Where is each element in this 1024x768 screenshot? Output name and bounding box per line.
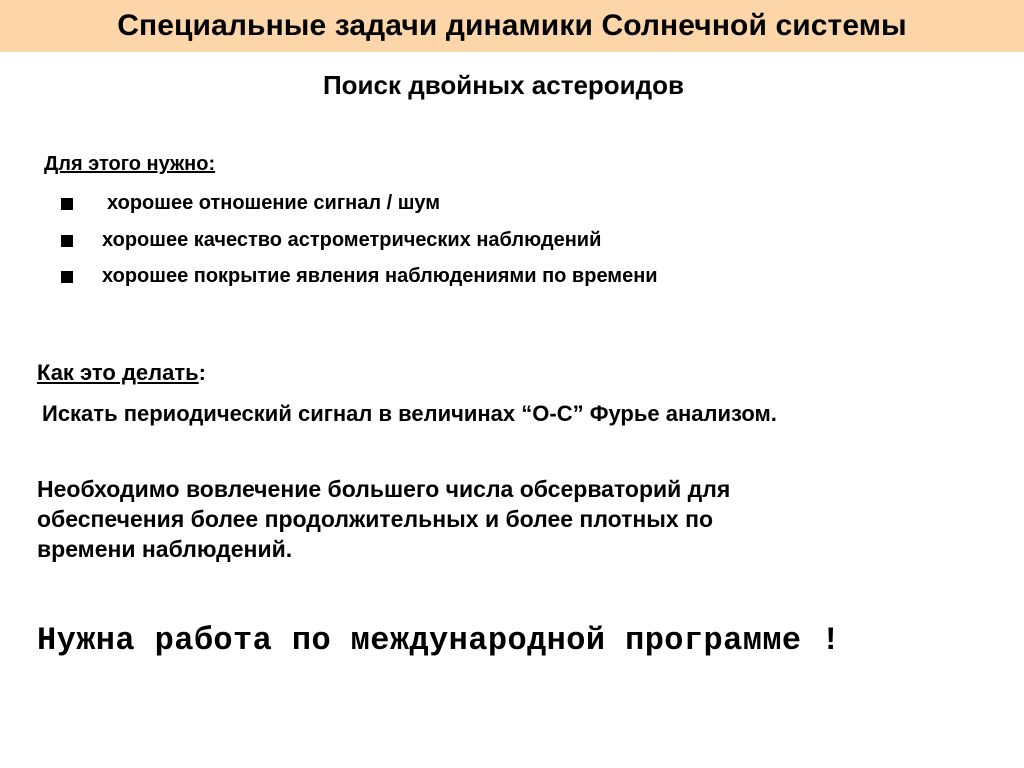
how-heading	[37, 360, 206, 386]
square-bullet-icon	[61, 271, 73, 283]
slide-title: Специальные задачи динамики Солнечной системы	[117, 9, 907, 42]
list-item	[61, 229, 601, 252]
necessity-line: обеспечения более продолжительных и более плотных по	[37, 506, 714, 532]
how-description: Искать периодический сигнал в величинах “О-С” Фурье анализом.	[42, 401, 777, 426]
how-heading-colon: :	[198, 360, 206, 385]
how-heading-label: Как это делать	[37, 360, 199, 385]
necessity-line: Необходимо вовлечение большего числа обсерваторий для	[37, 476, 731, 502]
necessity-paragraph	[37, 474, 997, 564]
title-bar	[0, 0, 1024, 52]
square-bullet-icon	[61, 198, 73, 210]
necessity-line: времени наблюдений.	[37, 536, 293, 562]
list-item	[61, 265, 658, 288]
slide-subtitle: Поиск двойных астероидов	[322, 70, 685, 100]
requirements-heading: Для этого нужно:	[44, 153, 216, 175]
list-item-text: хорошее качество астрометрических наблюдений	[102, 229, 602, 251]
list-item	[61, 192, 440, 215]
list-item-text: хорошее покрытие явления наблюдениями по времени	[102, 265, 658, 287]
square-bullet-icon	[61, 235, 73, 247]
conclusion-statement: Нужна работа по международной программе !	[37, 622, 841, 659]
list-item-text: хорошее отношение сигнал / шум	[107, 192, 441, 214]
